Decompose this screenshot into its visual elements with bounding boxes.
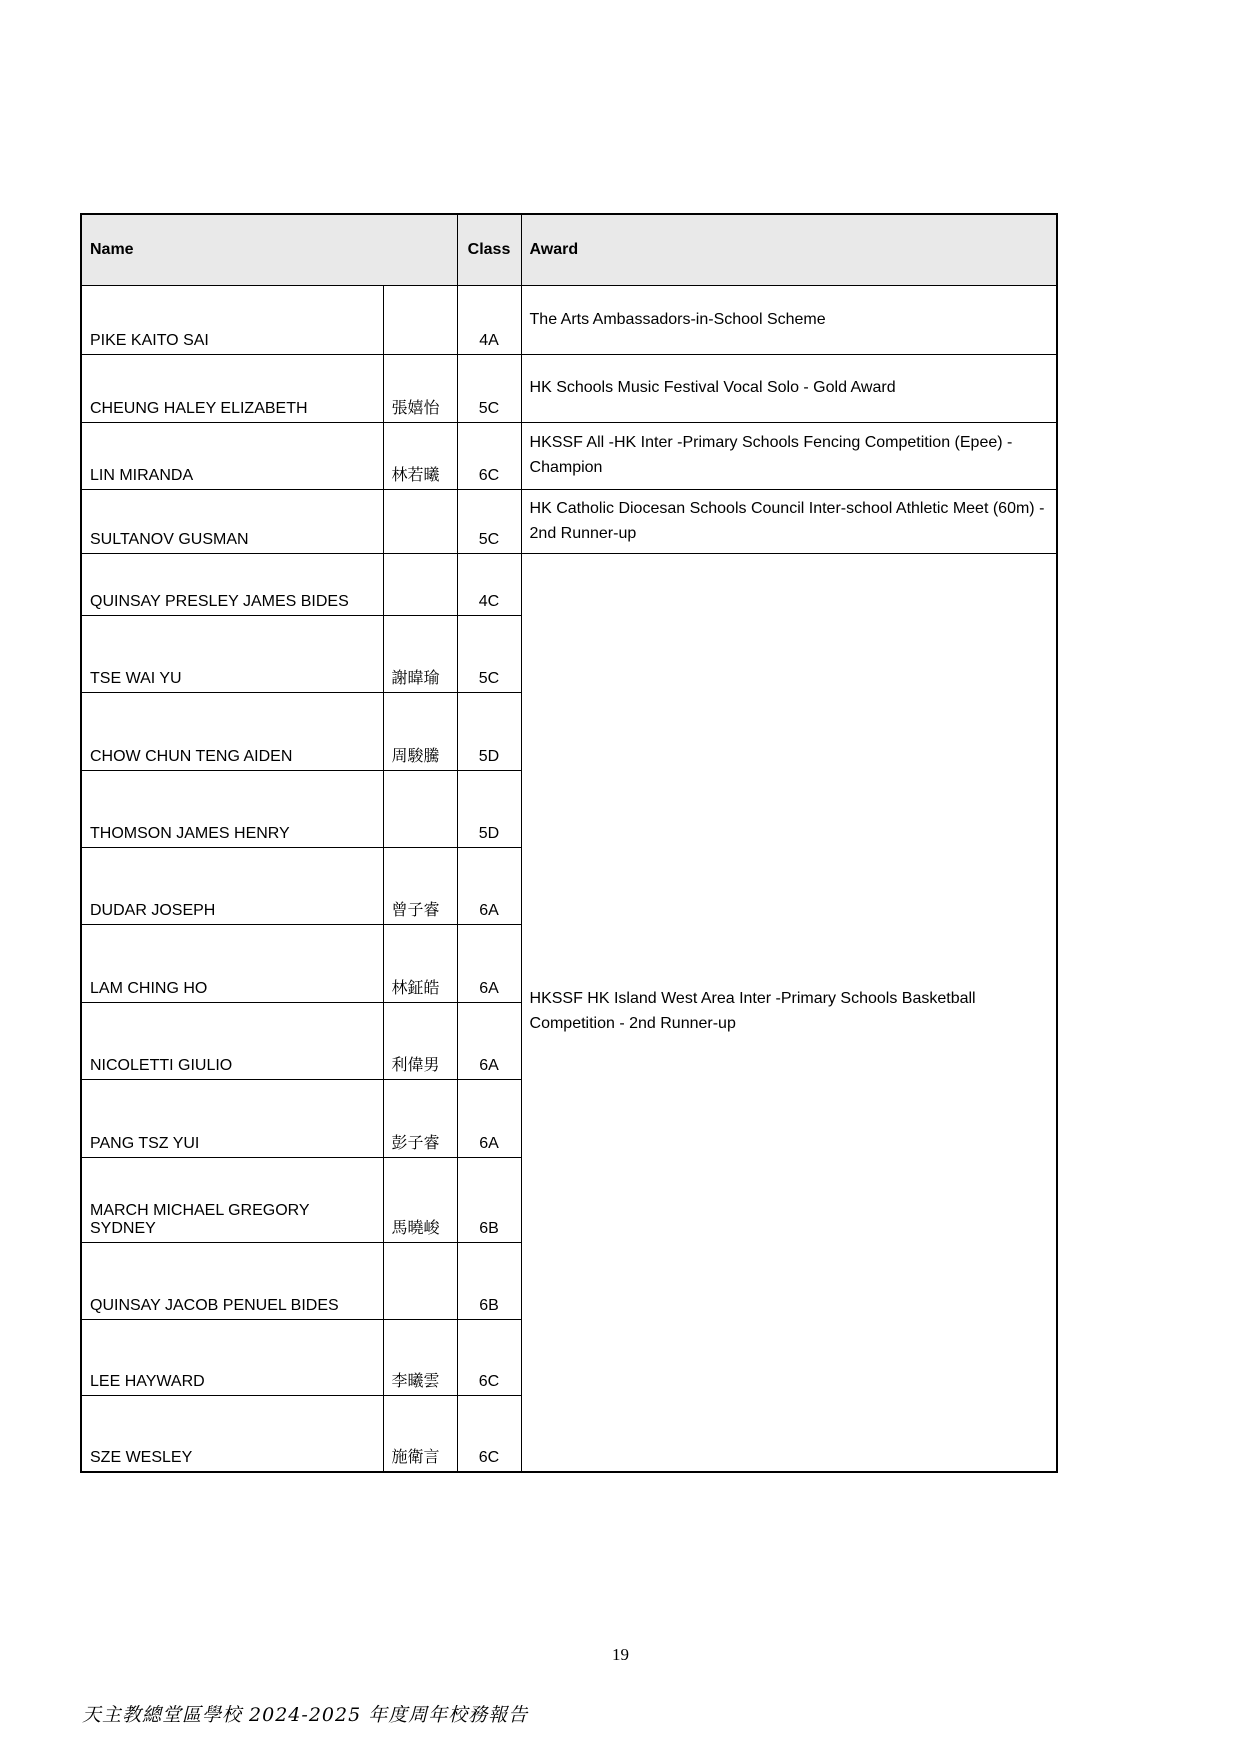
student-name-cell: SZE WESLEY [81, 1396, 383, 1472]
award-cell: HK Catholic Diocesan Schools Council Inter-school Athletic Meet (60m) - 2nd Runner-up [521, 490, 1057, 554]
award-cell-merged: HKSSF HK Island West Area Inter -Primary Schools Basketball Competition - 2nd Runner-up [521, 554, 1057, 1472]
table-row [81, 554, 1057, 616]
student-class-cell: 6B [457, 1243, 521, 1320]
student-name-cell: LEE HAYWARD [81, 1320, 383, 1396]
student-chinese-name-cell: 張嬉怡 [383, 355, 457, 423]
student-name-cell: LAM CHING HO [81, 925, 383, 1003]
header-row [81, 214, 1057, 286]
award-cell: HKSSF All -HK Inter -Primary Schools Fencing Competition (Epee) - Champion [521, 423, 1057, 490]
student-chinese-name-cell: 彭子睿 [383, 1080, 457, 1158]
student-name-cell: MARCH MICHAEL GREGORY SYDNEY [81, 1158, 383, 1243]
student-class-cell: 6B [457, 1158, 521, 1243]
student-name-cell: SULTANOV GUSMAN [81, 490, 383, 554]
student-chinese-name-cell [383, 1243, 457, 1320]
student-name-cell: QUINSAY JACOB PENUEL BIDES [81, 1243, 383, 1320]
student-chinese-name-cell: 林若曦 [383, 423, 457, 490]
student-name-cell: PANG TSZ YUI [81, 1080, 383, 1158]
student-chinese-name-cell: 馬曉峻 [383, 1158, 457, 1243]
student-chinese-name-cell: 利偉男 [383, 1003, 457, 1080]
student-name-cell: TSE WAI YU [81, 616, 383, 693]
student-class-cell: 5C [457, 490, 521, 554]
page-number: 19 [612, 1645, 629, 1664]
student-name-cell: LIN MIRANDA [81, 423, 383, 490]
student-class-cell: 6A [457, 1080, 521, 1158]
column-header-award: Award [521, 214, 1057, 286]
column-header-name: Name [81, 214, 457, 286]
award-cell: The Arts Ambassadors-in-School Scheme [521, 286, 1057, 355]
student-chinese-name-cell: 曾子睿 [383, 848, 457, 925]
student-class-cell: 5C [457, 616, 521, 693]
column-header-class: Class [457, 214, 521, 286]
student-chinese-name-cell: 施衛言 [383, 1396, 457, 1472]
student-class-cell: 6C [457, 423, 521, 490]
student-class-cell: 4C [457, 554, 521, 616]
student-chinese-name-cell: 李曦雲 [383, 1320, 457, 1396]
table-header [81, 214, 1057, 286]
student-chinese-name-cell [383, 490, 457, 554]
student-chinese-name-cell [383, 771, 457, 848]
student-chinese-name-cell [383, 286, 457, 355]
student-chinese-name-cell: 林鉦皓 [383, 925, 457, 1003]
student-class-cell: 6A [457, 848, 521, 925]
student-class-cell: 6C [457, 1320, 521, 1396]
student-class-cell: 5D [457, 771, 521, 848]
student-name-cell: THOMSON JAMES HENRY [81, 771, 383, 848]
student-name-cell: NICOLETTI GIULIO [81, 1003, 383, 1080]
table-row [81, 286, 1057, 355]
table-row [81, 355, 1057, 423]
student-class-cell: 5C [457, 355, 521, 423]
table-row [81, 423, 1057, 490]
student-name-cell: PIKE KAITO SAI [81, 286, 383, 355]
student-name-cell: CHEUNG HALEY ELIZABETH [81, 355, 383, 423]
table-body [81, 286, 1057, 1472]
student-class-cell: 6A [457, 925, 521, 1003]
student-class-cell: 5D [457, 693, 521, 771]
student-class-cell: 6A [457, 1003, 521, 1080]
student-name-cell: CHOW CHUN TENG AIDEN [81, 693, 383, 771]
student-class-cell: 4A [457, 286, 521, 355]
student-chinese-name-cell: 周駿騰 [383, 693, 457, 771]
student-chinese-name-cell [383, 554, 457, 616]
student-name-cell: QUINSAY PRESLEY JAMES BIDES [81, 554, 383, 616]
student-chinese-name-cell: 謝暐瑜 [383, 616, 457, 693]
student-class-cell: 6C [457, 1396, 521, 1472]
table-row [81, 490, 1057, 554]
report-footer: 天主教總堂區學校 2024-2025 年度周年校務報告 [82, 1704, 529, 1726]
awards-table [80, 213, 1058, 1473]
student-name-cell: DUDAR JOSEPH [81, 848, 383, 925]
award-cell: HK Schools Music Festival Vocal Solo - Gold Award [521, 355, 1057, 423]
